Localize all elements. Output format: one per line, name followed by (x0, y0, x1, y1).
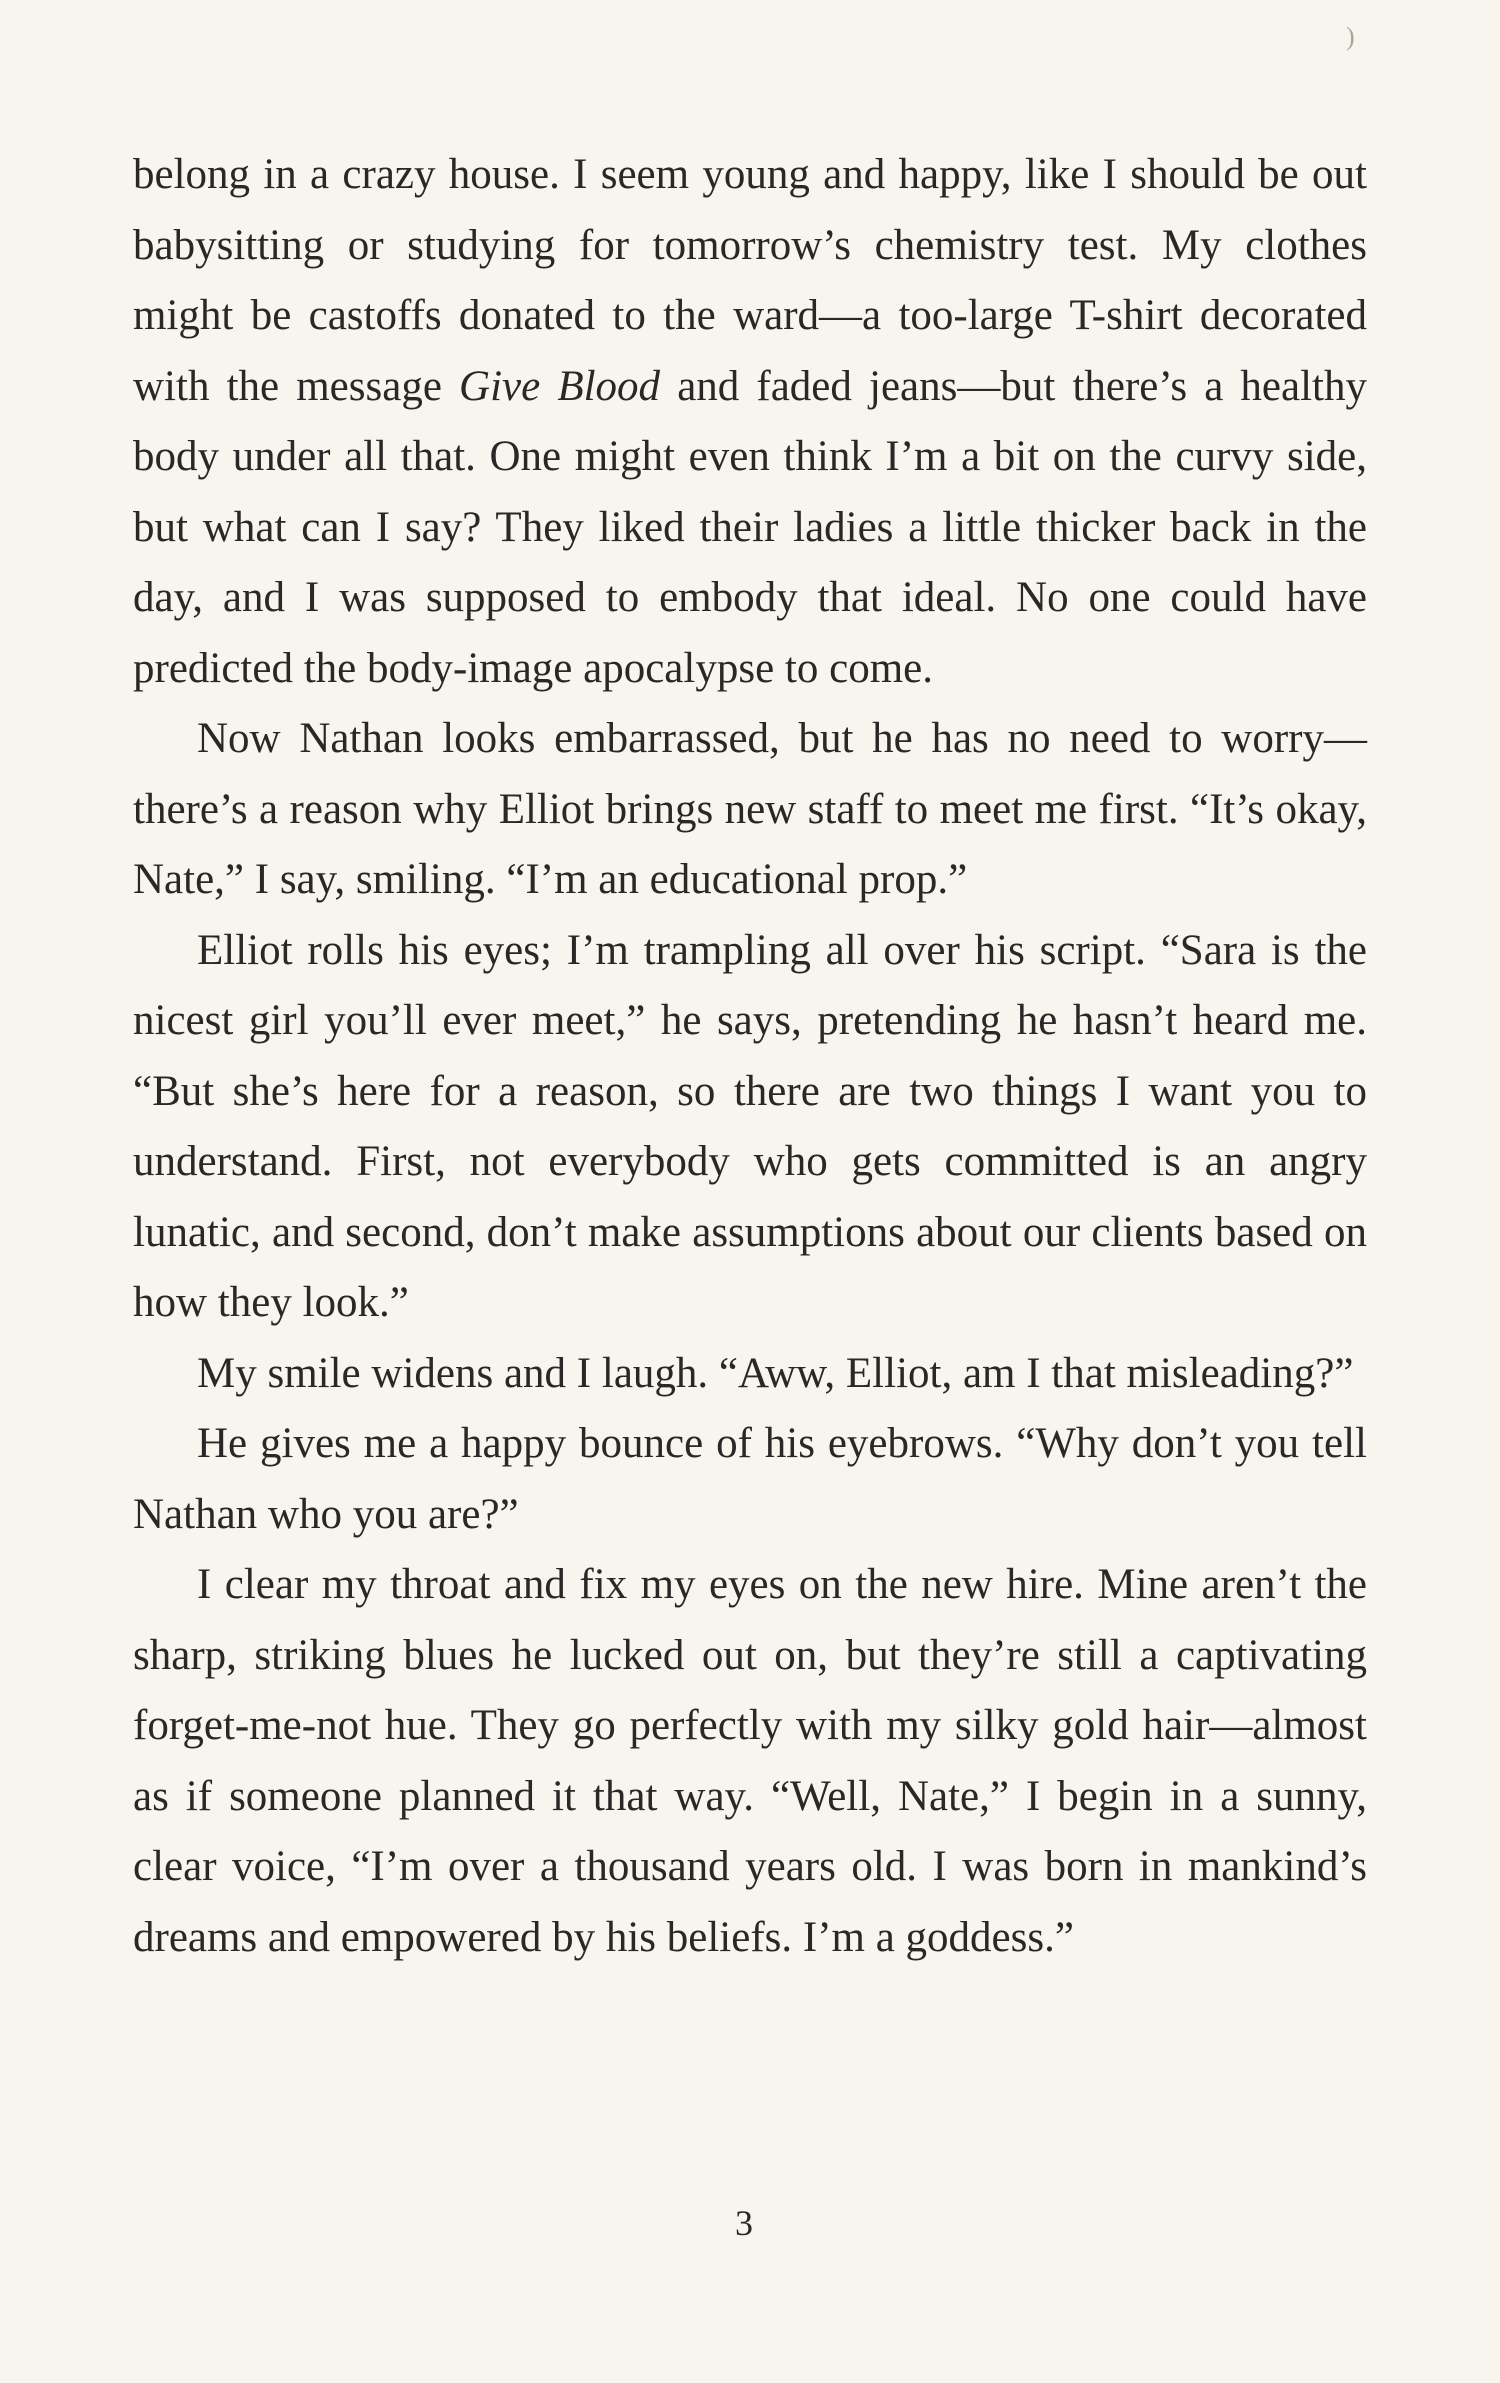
paragraph-text: He gives me a happy bounce of his eyebrows. “Why don’t you tell Nathan who you are?” (133, 1420, 1367, 1538)
paragraph-text: I clear my throat and fix my eyes on the new hire. Mine aren’t the sharp, striking blues he lucked out on, but they’re still a captivating forget-me-not hue. They go perfectly with my silky gold hair—almost as if someone planned it that way. “Well, Nate,” I begin in a sunny, clear voice, “I’m over a thousand years old. I was born in mankind’s dreams and empowered by his beliefs. I’m a goddess.” (133, 1561, 1367, 1961)
paragraph-text: and faded jeans—but there’s a healthy body under all that. One might even think I’m a bit on the curvy side, but what can I say? They liked their ladies a little thicker back in the day, and I was supposed to embody that ideal. No one could have predicted the body-image apocalypse to come. (133, 362, 1367, 692)
paragraph-text: belong in a crazy house. I seem young and happy, like I should be out babysitting or studying for tomorrow’s chemistry test. My clothes might be castoffs donated to the ward—a too-large T-shirt decorated with the message (133, 151, 1367, 410)
paragraph (133, 140, 1367, 704)
emphasized-text: Give Blood (459, 362, 661, 410)
paragraph-text: My smile widens and I laugh. “Aww, Elliot, am I that misleading?” (197, 1349, 1354, 1397)
paragraph (133, 1409, 1367, 1550)
body-text (133, 140, 1367, 1973)
paragraph-text: Now Nathan looks embarrassed, but he has no need to worry—there’s a reason why Elliot brings new staff to meet me first. “It’s okay, Nate,” I say, smiling. “I’m an educational prop.” (133, 715, 1367, 903)
scan-mark: ) (1346, 22, 1355, 51)
paragraph (133, 1550, 1367, 1973)
paragraph (133, 916, 1367, 1339)
page-number: 3 (735, 2203, 753, 2243)
paragraph (133, 704, 1367, 916)
paragraph-text: Elliot rolls his eyes; I’m trampling all over his script. “Sara is the nicest girl you’ll ever meet,” he says, pretending he hasn’t heard me. “But she’s here for a reason, so there are two things I want you to understand. First, not everybody who gets committed is an angry lunatic, and second, don’t make assumptions about our clients based on how they look.” (133, 926, 1367, 1326)
paragraph (133, 1339, 1367, 1410)
